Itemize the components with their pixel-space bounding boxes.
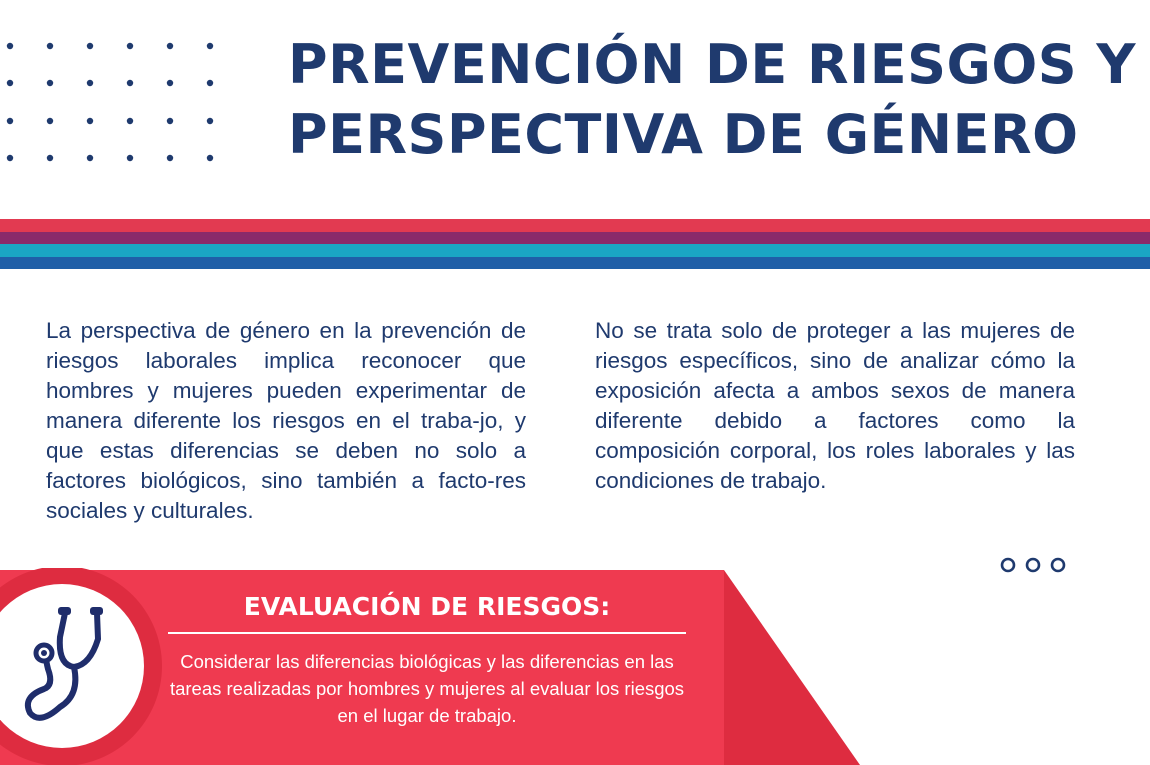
- paragraph-left: La perspectiva de género en la prevención de riesgos laborales implica reconocer que hombres y mujeres pueden experimentar de manera diferente los riesgos en el traba-jo, y que estas diferencias se deben no solo a factores biológicos, sino también a facto-res sociales y culturales.: [46, 318, 526, 523]
- stripe-blue: [0, 257, 1150, 270]
- stripe-cyan: [0, 244, 1150, 257]
- page-title: [288, 30, 1138, 170]
- color-stripes: [0, 219, 1150, 269]
- stripe-purple: [0, 232, 1150, 245]
- title-line-2: PERSPECTIVA DE GÉNERO: [288, 103, 1079, 166]
- banner-divider: [168, 632, 686, 634]
- title-line-1: PREVENCIÓN DE RIESGOS Y: [288, 33, 1137, 96]
- stethoscope-icon: [0, 585, 140, 755]
- banner-title: EVALUACIÓN DE RIESGOS:: [243, 592, 611, 621]
- banner-text: Considerar las diferencias biológicas y las diferencias en las tareas realizadas por hombres y mujeres al evaluar los riesgos en el lugar de trabajo.: [169, 651, 685, 726]
- ellipsis-icon: [996, 554, 1070, 576]
- stripe-red: [0, 219, 1150, 232]
- decorative-dot-grid: [0, 34, 230, 174]
- paragraph-right: No se trata solo de proteger a las mujeres de riesgos específicos, sino de analizar cómo la exposición afecta a ambos sexos de manera diferente debido a factores como la composición corporal, los roles laborales y las condiciones de trabajo.: [595, 318, 1075, 493]
